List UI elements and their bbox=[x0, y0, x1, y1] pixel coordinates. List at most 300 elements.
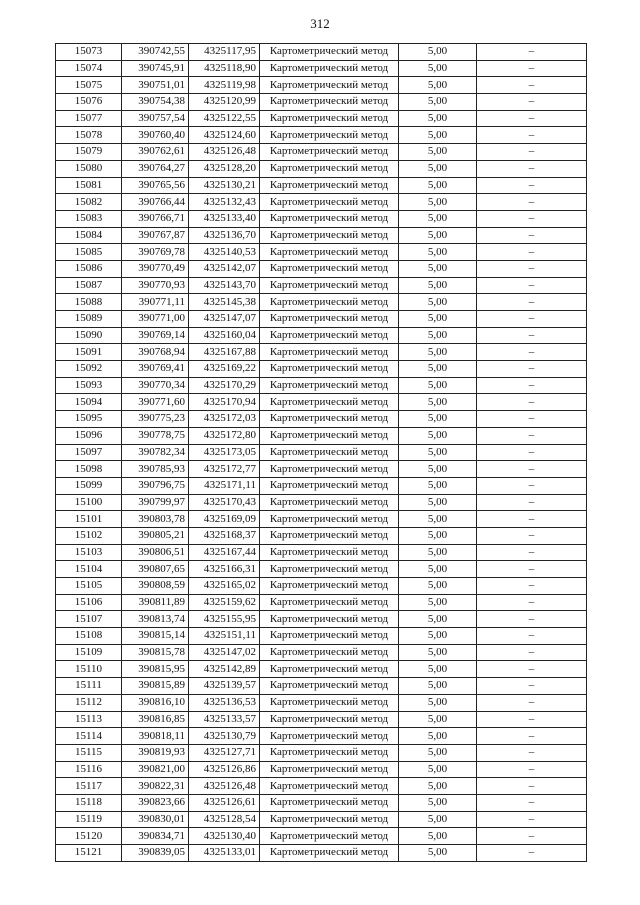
cell-accuracy: 5,00 bbox=[399, 160, 477, 177]
cell-method: Картометрический метод bbox=[260, 711, 399, 728]
cell-y-coordinate: 4325128,20 bbox=[189, 160, 260, 177]
cell-point-number: 15098 bbox=[56, 461, 122, 478]
cell-description: – bbox=[477, 461, 587, 478]
cell-x-coordinate: 390818,11 bbox=[122, 728, 189, 745]
cell-point-number: 15110 bbox=[56, 661, 122, 678]
cell-description: – bbox=[477, 277, 587, 294]
cell-y-coordinate: 4325117,95 bbox=[189, 44, 260, 61]
cell-point-number: 15094 bbox=[56, 394, 122, 411]
cell-accuracy: 5,00 bbox=[399, 144, 477, 161]
cell-method: Картометрический метод bbox=[260, 411, 399, 428]
cell-description: – bbox=[477, 811, 587, 828]
cell-x-coordinate: 390766,71 bbox=[122, 210, 189, 227]
cell-description: – bbox=[477, 194, 587, 211]
cell-accuracy: 5,00 bbox=[399, 761, 477, 778]
cell-method: Картометрический метод bbox=[260, 127, 399, 144]
cell-x-coordinate: 390754,38 bbox=[122, 94, 189, 111]
cell-method: Картометрический метод bbox=[260, 194, 399, 211]
page-number: 312 bbox=[310, 16, 330, 31]
cell-y-coordinate: 4325126,48 bbox=[189, 778, 260, 795]
cell-accuracy: 5,00 bbox=[399, 377, 477, 394]
cell-description: – bbox=[477, 361, 587, 378]
cell-x-coordinate: 390823,66 bbox=[122, 794, 189, 811]
cell-description: – bbox=[477, 628, 587, 645]
cell-accuracy: 5,00 bbox=[399, 44, 477, 61]
cell-method: Картометрический метод bbox=[260, 361, 399, 378]
cell-y-coordinate: 4325124,60 bbox=[189, 127, 260, 144]
table-row bbox=[56, 427, 587, 444]
cell-x-coordinate: 390821,00 bbox=[122, 761, 189, 778]
cell-method: Картометрический метод bbox=[260, 644, 399, 661]
cell-point-number: 15091 bbox=[56, 344, 122, 361]
cell-point-number: 15088 bbox=[56, 294, 122, 311]
cell-description: – bbox=[477, 411, 587, 428]
table-row bbox=[56, 728, 587, 745]
cell-method: Картометрический метод bbox=[260, 294, 399, 311]
cell-accuracy: 5,00 bbox=[399, 544, 477, 561]
table-row bbox=[56, 77, 587, 94]
cell-accuracy: 5,00 bbox=[399, 494, 477, 511]
cell-point-number: 15092 bbox=[56, 361, 122, 378]
cell-point-number: 15085 bbox=[56, 244, 122, 261]
table-row bbox=[56, 544, 587, 561]
cell-y-coordinate: 4325128,54 bbox=[189, 811, 260, 828]
table-row bbox=[56, 644, 587, 661]
cell-y-coordinate: 4325147,07 bbox=[189, 311, 260, 328]
cell-description: – bbox=[477, 744, 587, 761]
cell-y-coordinate: 4325167,44 bbox=[189, 544, 260, 561]
cell-x-coordinate: 390830,01 bbox=[122, 811, 189, 828]
cell-y-coordinate: 4325133,01 bbox=[189, 845, 260, 862]
cell-method: Картометрический метод bbox=[260, 628, 399, 645]
cell-point-number: 15109 bbox=[56, 644, 122, 661]
table-row bbox=[56, 661, 587, 678]
cell-accuracy: 5,00 bbox=[399, 427, 477, 444]
cell-y-coordinate: 4325126,61 bbox=[189, 794, 260, 811]
cell-description: – bbox=[477, 444, 587, 461]
cell-point-number: 15112 bbox=[56, 694, 122, 711]
cell-x-coordinate: 390770,93 bbox=[122, 277, 189, 294]
cell-description: – bbox=[477, 311, 587, 328]
cell-y-coordinate: 4325133,57 bbox=[189, 711, 260, 728]
cell-x-coordinate: 390815,78 bbox=[122, 644, 189, 661]
cell-accuracy: 5,00 bbox=[399, 644, 477, 661]
table-row bbox=[56, 260, 587, 277]
cell-point-number: 15074 bbox=[56, 60, 122, 77]
table-row bbox=[56, 227, 587, 244]
cell-point-number: 15084 bbox=[56, 227, 122, 244]
cell-accuracy: 5,00 bbox=[399, 794, 477, 811]
cell-x-coordinate: 390815,14 bbox=[122, 628, 189, 645]
cell-accuracy: 5,00 bbox=[399, 578, 477, 595]
cell-x-coordinate: 390770,34 bbox=[122, 377, 189, 394]
cell-accuracy: 5,00 bbox=[399, 277, 477, 294]
table-row bbox=[56, 778, 587, 795]
cell-description: – bbox=[477, 127, 587, 144]
cell-method: Картометрический метод bbox=[260, 44, 399, 61]
table-row bbox=[56, 594, 587, 611]
cell-method: Картометрический метод bbox=[260, 594, 399, 611]
cell-method: Картометрический метод bbox=[260, 561, 399, 578]
table-row bbox=[56, 578, 587, 595]
cell-description: – bbox=[477, 327, 587, 344]
cell-x-coordinate: 390816,10 bbox=[122, 694, 189, 711]
cell-y-coordinate: 4325133,40 bbox=[189, 210, 260, 227]
cell-y-coordinate: 4325172,80 bbox=[189, 427, 260, 444]
cell-method: Картометрический метод bbox=[260, 578, 399, 595]
cell-y-coordinate: 4325118,90 bbox=[189, 60, 260, 77]
cell-accuracy: 5,00 bbox=[399, 711, 477, 728]
table-row bbox=[56, 394, 587, 411]
cell-point-number: 15106 bbox=[56, 594, 122, 611]
cell-point-number: 15118 bbox=[56, 794, 122, 811]
table-row bbox=[56, 377, 587, 394]
table-row bbox=[56, 210, 587, 227]
cell-description: – bbox=[477, 561, 587, 578]
table-row bbox=[56, 160, 587, 177]
cell-method: Картометрический метод bbox=[260, 394, 399, 411]
cell-x-coordinate: 390771,60 bbox=[122, 394, 189, 411]
cell-y-coordinate: 4325170,43 bbox=[189, 494, 260, 511]
cell-x-coordinate: 390768,94 bbox=[122, 344, 189, 361]
cell-y-coordinate: 4325170,29 bbox=[189, 377, 260, 394]
coordinates-table bbox=[55, 43, 587, 862]
cell-description: – bbox=[477, 611, 587, 628]
cell-point-number: 15104 bbox=[56, 561, 122, 578]
cell-y-coordinate: 4325122,55 bbox=[189, 110, 260, 127]
cell-method: Картометрический метод bbox=[260, 227, 399, 244]
cell-point-number: 15105 bbox=[56, 578, 122, 595]
cell-x-coordinate: 390815,89 bbox=[122, 678, 189, 695]
cell-y-coordinate: 4325167,88 bbox=[189, 344, 260, 361]
cell-description: – bbox=[477, 344, 587, 361]
cell-description: – bbox=[477, 544, 587, 561]
cell-method: Картометрический метод bbox=[260, 210, 399, 227]
cell-point-number: 15114 bbox=[56, 728, 122, 745]
cell-description: – bbox=[477, 527, 587, 544]
cell-method: Картометрический метод bbox=[260, 661, 399, 678]
cell-method: Картометрический метод bbox=[260, 427, 399, 444]
cell-point-number: 15083 bbox=[56, 210, 122, 227]
cell-accuracy: 5,00 bbox=[399, 628, 477, 645]
cell-description: – bbox=[477, 578, 587, 595]
cell-accuracy: 5,00 bbox=[399, 811, 477, 828]
cell-method: Картометрический метод bbox=[260, 344, 399, 361]
cell-method: Картометрический метод bbox=[260, 444, 399, 461]
cell-y-coordinate: 4325142,07 bbox=[189, 260, 260, 277]
cell-method: Картометрический метод bbox=[260, 377, 399, 394]
cell-y-coordinate: 4325155,95 bbox=[189, 611, 260, 628]
cell-accuracy: 5,00 bbox=[399, 444, 477, 461]
cell-x-coordinate: 390778,75 bbox=[122, 427, 189, 444]
cell-method: Картометрический метод bbox=[260, 244, 399, 261]
cell-x-coordinate: 390760,40 bbox=[122, 127, 189, 144]
cell-x-coordinate: 390769,41 bbox=[122, 361, 189, 378]
cell-method: Картометрический метод bbox=[260, 811, 399, 828]
cell-method: Картометрический метод bbox=[260, 60, 399, 77]
cell-point-number: 15086 bbox=[56, 260, 122, 277]
cell-y-coordinate: 4325126,86 bbox=[189, 761, 260, 778]
cell-y-coordinate: 4325139,57 bbox=[189, 678, 260, 695]
cell-y-coordinate: 4325169,09 bbox=[189, 511, 260, 528]
cell-method: Картометрический метод bbox=[260, 160, 399, 177]
table-row bbox=[56, 628, 587, 645]
cell-accuracy: 5,00 bbox=[399, 127, 477, 144]
cell-y-coordinate: 4325120,99 bbox=[189, 94, 260, 111]
cell-accuracy: 5,00 bbox=[399, 227, 477, 244]
cell-method: Картометрический метод bbox=[260, 527, 399, 544]
cell-accuracy: 5,00 bbox=[399, 611, 477, 628]
cell-description: – bbox=[477, 828, 587, 845]
cell-y-coordinate: 4325170,94 bbox=[189, 394, 260, 411]
cell-description: – bbox=[477, 511, 587, 528]
cell-y-coordinate: 4325173,05 bbox=[189, 444, 260, 461]
cell-y-coordinate: 4325119,98 bbox=[189, 77, 260, 94]
cell-y-coordinate: 4325142,89 bbox=[189, 661, 260, 678]
cell-accuracy: 5,00 bbox=[399, 511, 477, 528]
cell-method: Картометрический метод bbox=[260, 177, 399, 194]
cell-y-coordinate: 4325130,79 bbox=[189, 728, 260, 745]
cell-method: Картометрический метод bbox=[260, 778, 399, 795]
cell-description: – bbox=[477, 44, 587, 61]
cell-point-number: 15115 bbox=[56, 744, 122, 761]
cell-point-number: 15095 bbox=[56, 411, 122, 428]
cell-x-coordinate: 390745,91 bbox=[122, 60, 189, 77]
cell-x-coordinate: 390799,97 bbox=[122, 494, 189, 511]
cell-y-coordinate: 4325172,03 bbox=[189, 411, 260, 428]
cell-description: – bbox=[477, 394, 587, 411]
cell-description: – bbox=[477, 778, 587, 795]
cell-accuracy: 5,00 bbox=[399, 561, 477, 578]
cell-x-coordinate: 390765,56 bbox=[122, 177, 189, 194]
table-row bbox=[56, 444, 587, 461]
coordinates-table-body bbox=[56, 44, 587, 862]
cell-x-coordinate: 390806,51 bbox=[122, 544, 189, 561]
cell-point-number: 15111 bbox=[56, 678, 122, 695]
cell-description: – bbox=[477, 177, 587, 194]
cell-method: Картометрический метод bbox=[260, 260, 399, 277]
cell-accuracy: 5,00 bbox=[399, 461, 477, 478]
cell-x-coordinate: 390766,44 bbox=[122, 194, 189, 211]
cell-method: Картометрический метод bbox=[260, 828, 399, 845]
cell-point-number: 15117 bbox=[56, 778, 122, 795]
cell-method: Картометрический метод bbox=[260, 761, 399, 778]
cell-y-coordinate: 4325171,11 bbox=[189, 477, 260, 494]
table-row bbox=[56, 94, 587, 111]
table-row bbox=[56, 177, 587, 194]
cell-x-coordinate: 390808,59 bbox=[122, 578, 189, 595]
table-row bbox=[56, 411, 587, 428]
cell-description: – bbox=[477, 260, 587, 277]
cell-point-number: 15079 bbox=[56, 144, 122, 161]
cell-description: – bbox=[477, 761, 587, 778]
cell-x-coordinate: 390764,27 bbox=[122, 160, 189, 177]
cell-point-number: 15103 bbox=[56, 544, 122, 561]
cell-point-number: 15113 bbox=[56, 711, 122, 728]
cell-y-coordinate: 4325169,22 bbox=[189, 361, 260, 378]
cell-description: – bbox=[477, 594, 587, 611]
table-row bbox=[56, 828, 587, 845]
cell-point-number: 15082 bbox=[56, 194, 122, 211]
cell-accuracy: 5,00 bbox=[399, 661, 477, 678]
cell-point-number: 15087 bbox=[56, 277, 122, 294]
cell-accuracy: 5,00 bbox=[399, 327, 477, 344]
cell-method: Картометрический метод bbox=[260, 544, 399, 561]
cell-accuracy: 5,00 bbox=[399, 260, 477, 277]
cell-y-coordinate: 4325147,02 bbox=[189, 644, 260, 661]
cell-y-coordinate: 4325166,31 bbox=[189, 561, 260, 578]
table-row bbox=[56, 494, 587, 511]
cell-accuracy: 5,00 bbox=[399, 845, 477, 862]
cell-x-coordinate: 390813,74 bbox=[122, 611, 189, 628]
cell-y-coordinate: 4325160,04 bbox=[189, 327, 260, 344]
cell-x-coordinate: 390811,89 bbox=[122, 594, 189, 611]
cell-y-coordinate: 4325140,53 bbox=[189, 244, 260, 261]
cell-method: Картометрический метод bbox=[260, 110, 399, 127]
cell-y-coordinate: 4325127,71 bbox=[189, 744, 260, 761]
table-row bbox=[56, 811, 587, 828]
cell-method: Картометрический метод bbox=[260, 694, 399, 711]
cell-point-number: 15089 bbox=[56, 311, 122, 328]
cell-x-coordinate: 390771,11 bbox=[122, 294, 189, 311]
cell-method: Картометрический метод bbox=[260, 327, 399, 344]
cell-point-number: 15076 bbox=[56, 94, 122, 111]
cell-y-coordinate: 4325136,70 bbox=[189, 227, 260, 244]
cell-x-coordinate: 390839,05 bbox=[122, 845, 189, 862]
cell-accuracy: 5,00 bbox=[399, 60, 477, 77]
cell-method: Картометрический метод bbox=[260, 311, 399, 328]
cell-point-number: 15097 bbox=[56, 444, 122, 461]
cell-description: – bbox=[477, 711, 587, 728]
table-row bbox=[56, 294, 587, 311]
cell-accuracy: 5,00 bbox=[399, 678, 477, 695]
table-row bbox=[56, 344, 587, 361]
cell-method: Картометрический метод bbox=[260, 77, 399, 94]
cell-description: – bbox=[477, 694, 587, 711]
cell-accuracy: 5,00 bbox=[399, 361, 477, 378]
cell-x-coordinate: 390762,61 bbox=[122, 144, 189, 161]
cell-method: Картометрический метод bbox=[260, 94, 399, 111]
cell-accuracy: 5,00 bbox=[399, 694, 477, 711]
cell-x-coordinate: 390815,95 bbox=[122, 661, 189, 678]
cell-method: Картометрический метод bbox=[260, 794, 399, 811]
table-row bbox=[56, 127, 587, 144]
table-row bbox=[56, 561, 587, 578]
cell-method: Картометрический метод bbox=[260, 511, 399, 528]
cell-description: – bbox=[477, 377, 587, 394]
table-row bbox=[56, 611, 587, 628]
cell-x-coordinate: 390782,34 bbox=[122, 444, 189, 461]
cell-accuracy: 5,00 bbox=[399, 210, 477, 227]
cell-y-coordinate: 4325130,21 bbox=[189, 177, 260, 194]
cell-description: – bbox=[477, 845, 587, 862]
cell-point-number: 15099 bbox=[56, 477, 122, 494]
cell-accuracy: 5,00 bbox=[399, 411, 477, 428]
cell-point-number: 15121 bbox=[56, 845, 122, 862]
cell-description: – bbox=[477, 794, 587, 811]
table-row bbox=[56, 60, 587, 77]
table-row bbox=[56, 194, 587, 211]
cell-x-coordinate: 390742,55 bbox=[122, 44, 189, 61]
cell-point-number: 15093 bbox=[56, 377, 122, 394]
cell-x-coordinate: 390769,78 bbox=[122, 244, 189, 261]
cell-description: – bbox=[477, 60, 587, 77]
cell-point-number: 15077 bbox=[56, 110, 122, 127]
table-row bbox=[56, 744, 587, 761]
cell-description: – bbox=[477, 77, 587, 94]
cell-x-coordinate: 390834,71 bbox=[122, 828, 189, 845]
cell-description: – bbox=[477, 294, 587, 311]
cell-x-coordinate: 390757,54 bbox=[122, 110, 189, 127]
cell-method: Картометрический метод bbox=[260, 277, 399, 294]
table-row bbox=[56, 144, 587, 161]
cell-description: – bbox=[477, 210, 587, 227]
cell-accuracy: 5,00 bbox=[399, 744, 477, 761]
table-row bbox=[56, 110, 587, 127]
cell-accuracy: 5,00 bbox=[399, 344, 477, 361]
cell-accuracy: 5,00 bbox=[399, 311, 477, 328]
cell-x-coordinate: 390751,01 bbox=[122, 77, 189, 94]
cell-description: – bbox=[477, 477, 587, 494]
cell-y-coordinate: 4325143,70 bbox=[189, 277, 260, 294]
cell-x-coordinate: 390771,00 bbox=[122, 311, 189, 328]
cell-point-number: 15073 bbox=[56, 44, 122, 61]
cell-y-coordinate: 4325132,43 bbox=[189, 194, 260, 211]
cell-method: Картометрический метод bbox=[260, 678, 399, 695]
cell-accuracy: 5,00 bbox=[399, 728, 477, 745]
cell-accuracy: 5,00 bbox=[399, 594, 477, 611]
table-row bbox=[56, 244, 587, 261]
cell-y-coordinate: 4325126,48 bbox=[189, 144, 260, 161]
cell-method: Картометрический метод bbox=[260, 845, 399, 862]
cell-description: – bbox=[477, 678, 587, 695]
cell-description: – bbox=[477, 227, 587, 244]
cell-point-number: 15096 bbox=[56, 427, 122, 444]
cell-accuracy: 5,00 bbox=[399, 77, 477, 94]
cell-accuracy: 5,00 bbox=[399, 110, 477, 127]
cell-description: – bbox=[477, 244, 587, 261]
cell-x-coordinate: 390796,75 bbox=[122, 477, 189, 494]
cell-description: – bbox=[477, 110, 587, 127]
cell-point-number: 15116 bbox=[56, 761, 122, 778]
table-row bbox=[56, 44, 587, 61]
cell-point-number: 15090 bbox=[56, 327, 122, 344]
cell-description: – bbox=[477, 661, 587, 678]
table-row bbox=[56, 711, 587, 728]
table-row bbox=[56, 461, 587, 478]
cell-x-coordinate: 390770,49 bbox=[122, 260, 189, 277]
cell-method: Картометрический метод bbox=[260, 477, 399, 494]
cell-accuracy: 5,00 bbox=[399, 477, 477, 494]
table-row bbox=[56, 845, 587, 862]
cell-accuracy: 5,00 bbox=[399, 94, 477, 111]
cell-x-coordinate: 390819,93 bbox=[122, 744, 189, 761]
cell-description: – bbox=[477, 160, 587, 177]
cell-accuracy: 5,00 bbox=[399, 778, 477, 795]
cell-point-number: 15119 bbox=[56, 811, 122, 828]
table-row bbox=[56, 678, 587, 695]
cell-point-number: 15102 bbox=[56, 527, 122, 544]
table-row bbox=[56, 527, 587, 544]
cell-description: – bbox=[477, 644, 587, 661]
cell-y-coordinate: 4325151,11 bbox=[189, 628, 260, 645]
cell-point-number: 15080 bbox=[56, 160, 122, 177]
cell-description: – bbox=[477, 94, 587, 111]
table-row bbox=[56, 794, 587, 811]
cell-point-number: 15081 bbox=[56, 177, 122, 194]
table-row bbox=[56, 327, 587, 344]
cell-description: – bbox=[477, 494, 587, 511]
